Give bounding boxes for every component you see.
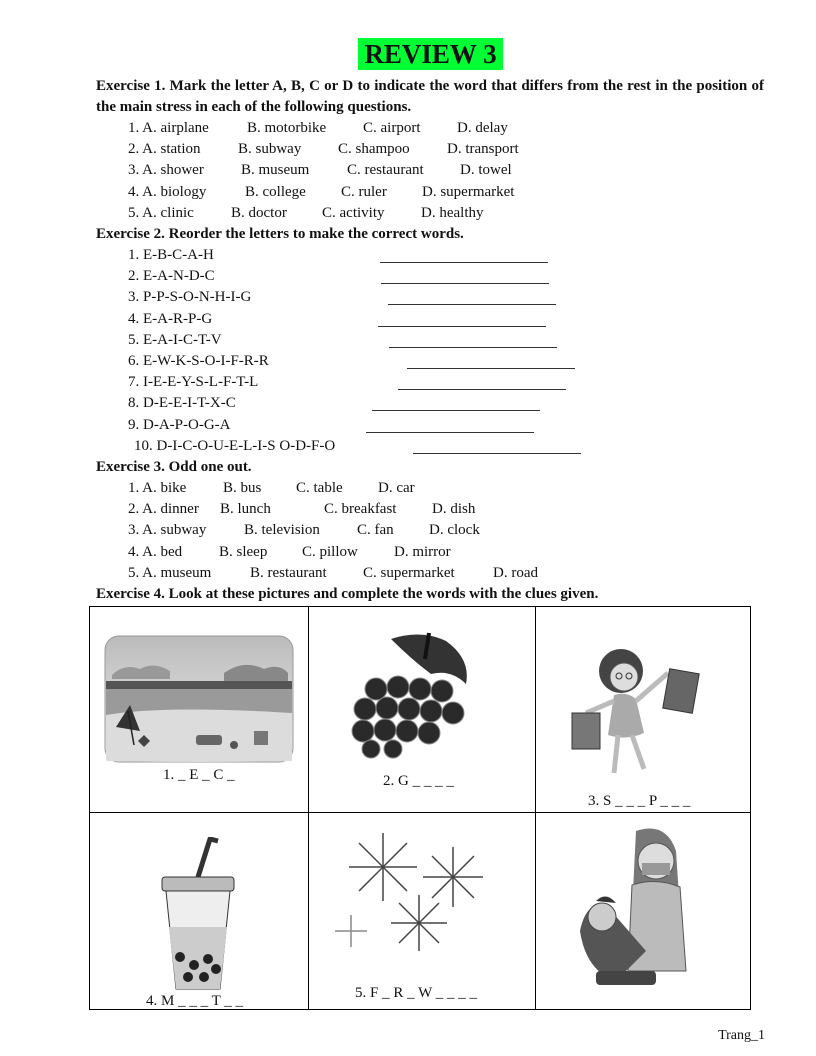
caption-1: 1. _ E _ C _ bbox=[163, 767, 235, 783]
answer-blank-10[interactable] bbox=[413, 453, 581, 454]
beach-picture bbox=[104, 635, 294, 763]
exercise-3-q4-option-a: 4. A. bed bbox=[128, 543, 183, 560]
picture-cell-1 bbox=[90, 607, 309, 813]
answer-blank-8[interactable] bbox=[372, 410, 540, 411]
exercise-2-item-9: 9. D-A-P-O-G-A bbox=[128, 416, 231, 433]
answer-blank-9[interactable] bbox=[366, 432, 534, 433]
exercise-3-q2-option-a: 2. A. dinner bbox=[128, 501, 199, 518]
page-title: REVIEW 3 bbox=[358, 38, 503, 70]
exercise-1-q1-option-d: D. delay bbox=[457, 120, 508, 136]
exercise-3-q2-option-d: D. dish bbox=[432, 501, 476, 518]
caption-2: 2. G _ _ _ _ bbox=[383, 773, 454, 789]
picture-cell-3 bbox=[536, 607, 750, 813]
exercise-3-q1-option-a: 1. A. bike bbox=[128, 480, 187, 496]
exercise-1-q5-option-c: C. activity bbox=[322, 204, 385, 221]
exercise-4-heading: Exercise 4. Look at these pictures and complete the words with the clues given. bbox=[96, 586, 599, 602]
exercise-1-q3-option-d: D. towel bbox=[460, 162, 512, 179]
exercise-1-q1-option-b: B. motorbike bbox=[247, 120, 327, 136]
exercise-3-q5-option-a: 5. A. museum bbox=[128, 564, 212, 581]
exercise-2-item-3: 3. P-P-S-O-N-H-I-G bbox=[128, 289, 252, 306]
exercise-3-q1-option-d: D. car bbox=[378, 480, 415, 496]
exercise-1-q2-option-a: 2. A. station bbox=[128, 141, 201, 158]
exercise-2-item-5: 5. E-A-I-C-T-V bbox=[128, 331, 222, 348]
dentist-picture bbox=[576, 821, 706, 991]
exercise-3-q3-option-d: D. clock bbox=[429, 522, 480, 539]
exercise-3-q2-option-b: B. lunch bbox=[220, 501, 271, 518]
exercise-3-q1-option-c: C. table bbox=[296, 480, 343, 496]
answer-blank-2[interactable] bbox=[381, 283, 549, 284]
grapes-picture bbox=[351, 629, 491, 759]
picture-cell-6 bbox=[536, 813, 750, 1009]
answer-blank-5[interactable] bbox=[389, 347, 557, 348]
exercise-1-q4-option-c: C. ruler bbox=[341, 183, 387, 200]
picture-cell-5 bbox=[309, 813, 536, 1009]
exercise-1-q2-option-c: C. shampoo bbox=[338, 141, 410, 158]
exercise-2-heading: Exercise 2. Reorder the letters to make the correct words. bbox=[96, 226, 464, 242]
exercise-2-item-10: 10. D-I-C-O-U-E-L-I-S O-D-F-O bbox=[134, 437, 336, 454]
caption-3: 3. S _ _ _ P _ _ _ bbox=[588, 793, 691, 809]
exercise-1-q3-option-c: C. restaurant bbox=[347, 162, 424, 179]
caption-5: 5. F _ R _ W _ _ _ _ bbox=[355, 985, 477, 1001]
fireworks-picture bbox=[333, 827, 501, 967]
exercise-1-q2-option-d: D. transport bbox=[447, 141, 519, 158]
exercise-1-q5-option-b: B. doctor bbox=[231, 204, 287, 221]
exercise-2-item-8: 8. D-E-E-I-T-X-C bbox=[128, 395, 236, 412]
exercise-1-q5-option-a: 5. A. clinic bbox=[128, 204, 194, 221]
exercise-1-heading: Exercise 1. Mark the letter A, B, C or D to indicate the word that differs from the rest in the position of the main stress in each of the following questions. bbox=[96, 78, 764, 115]
exercise-2-item-6: 6. E-W-K-S-O-I-F-R-R bbox=[128, 353, 269, 369]
exercise-3-q4-option-b: B. sleep bbox=[219, 543, 268, 560]
exercise-1-q3-option-a: 3. A. shower bbox=[128, 162, 204, 179]
answer-blank-7[interactable] bbox=[398, 389, 566, 390]
bubble-tea-picture bbox=[158, 837, 238, 992]
exercise-3-q5-option-b: B. restaurant bbox=[250, 564, 327, 581]
page-footer: Trang_1 bbox=[718, 1028, 765, 1043]
shopping-girl-picture bbox=[566, 643, 716, 783]
exercise-1-q4-option-d: D. supermarket bbox=[422, 183, 515, 200]
exercise-2-item-4: 4. E-A-R-P-G bbox=[128, 310, 213, 327]
exercise-1-q1-option-c: C. airport bbox=[363, 120, 421, 136]
exercise-3-q1-option-b: B. bus bbox=[223, 480, 262, 496]
exercise-1-q5-option-d: D. healthy bbox=[421, 204, 484, 221]
caption-4: 4. M _ _ _ T _ _ bbox=[146, 993, 243, 1009]
exercise-1-q4-option-a: 4. A. biology bbox=[128, 183, 207, 200]
exercise-3-heading: Exercise 3. Odd one out. bbox=[96, 459, 252, 475]
exercise-3-q5-option-c: C. supermarket bbox=[363, 564, 455, 581]
exercise-3-q3-option-c: C. fan bbox=[357, 522, 394, 539]
answer-blank-1[interactable] bbox=[380, 262, 548, 263]
exercise-3-q2-option-c: C. breakfast bbox=[324, 501, 397, 518]
exercise-1-q2-option-b: B. subway bbox=[238, 141, 302, 158]
exercise-1-q3-option-b: B. museum bbox=[241, 162, 310, 179]
answer-blank-4[interactable] bbox=[378, 326, 546, 327]
answer-blank-6[interactable] bbox=[407, 368, 575, 369]
exercise-3-q3-option-b: B. television bbox=[244, 522, 320, 539]
exercise-1-q4-option-b: B. college bbox=[245, 183, 306, 200]
exercise-2-item-2: 2. E-A-N-D-C bbox=[128, 268, 215, 285]
exercise-2-item-7: 7. I-E-E-Y-S-L-F-T-L bbox=[128, 374, 259, 391]
picture-grid bbox=[89, 606, 751, 1010]
exercise-3-q3-option-a: 3. A. subway bbox=[128, 522, 207, 539]
exercise-2-item-1: 1. E-B-C-A-H bbox=[128, 247, 214, 263]
exercise-3-q4-option-c: C. pillow bbox=[302, 543, 358, 560]
picture-cell-4 bbox=[90, 813, 309, 1009]
exercise-1-q1-option-a: 1. A. airplane bbox=[128, 120, 209, 136]
answer-blank-3[interactable] bbox=[388, 304, 556, 305]
picture-cell-2 bbox=[309, 607, 536, 813]
exercise-3-q4-option-d: D. mirror bbox=[394, 543, 451, 560]
exercise-3-q5-option-d: D. road bbox=[493, 564, 538, 581]
